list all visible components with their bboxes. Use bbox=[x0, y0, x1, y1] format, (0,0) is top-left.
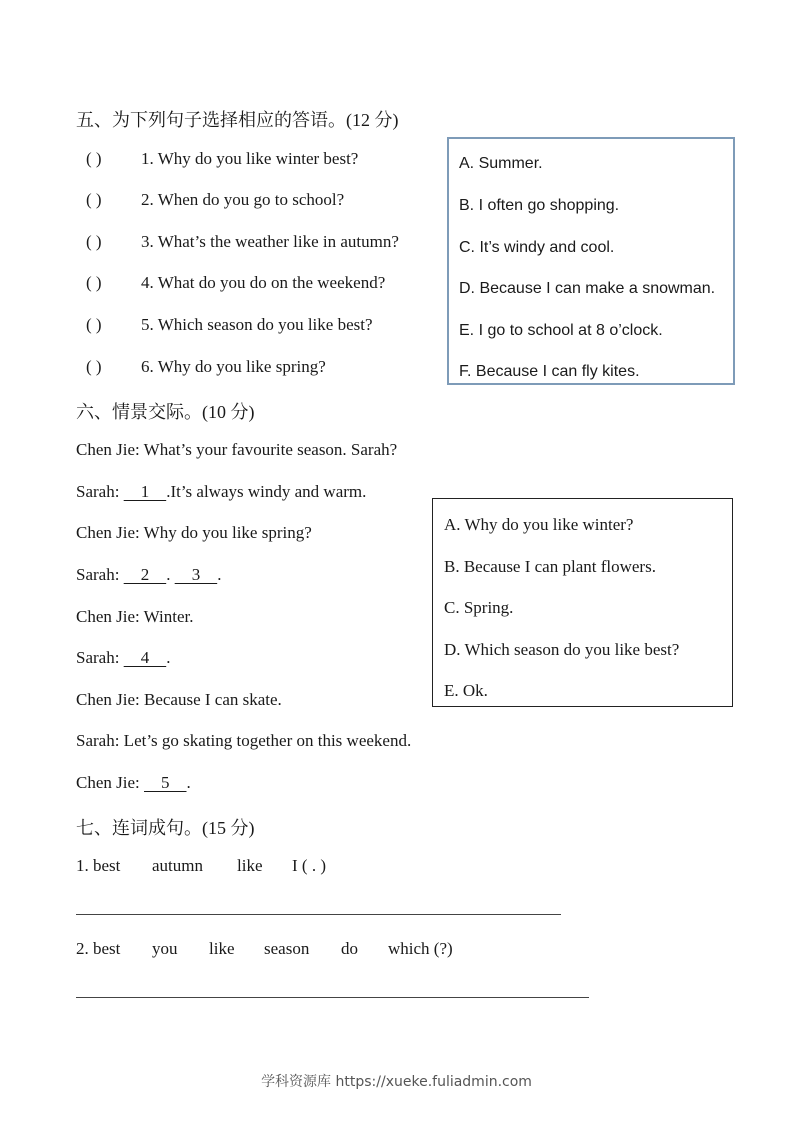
speaker: Chen Jie: bbox=[76, 773, 144, 792]
s6-option-a: A. Why do you like winter? bbox=[444, 515, 634, 534]
word: which (?) bbox=[388, 939, 453, 958]
section5-title: 五、为下列句子选择相应的答语。(12 分) bbox=[76, 110, 399, 130]
speaker: Sarah: bbox=[76, 482, 124, 501]
q6-bracket[interactable]: ( ) bbox=[86, 357, 102, 376]
section6-options-box bbox=[432, 498, 733, 707]
s5-option-c: C. It’s windy and cool. bbox=[459, 239, 615, 256]
speaker: Sarah: bbox=[76, 648, 124, 667]
period: . bbox=[166, 648, 171, 667]
blank-3[interactable]: 3 bbox=[174, 565, 218, 584]
s6-option-e: E. Ok. bbox=[444, 681, 488, 700]
period: . bbox=[217, 565, 222, 584]
blank-4[interactable]: 4 bbox=[123, 648, 167, 667]
q2-bracket[interactable]: ( ) bbox=[86, 190, 102, 209]
q2-text: 2. When do you go to school? bbox=[141, 190, 345, 209]
word: like bbox=[237, 856, 263, 875]
word: you bbox=[152, 939, 178, 958]
word: 2. best bbox=[76, 939, 121, 958]
separator: . bbox=[166, 565, 175, 584]
blank-5[interactable]: 5 bbox=[144, 773, 187, 792]
q3-text: 3. What’s the weather like in autumn? bbox=[141, 232, 399, 251]
dialog-line-7: Chen Jie: Because I can skate. bbox=[76, 690, 282, 709]
dialog-line-1: Chen Jie: What’s your favourite season. Sarah? bbox=[76, 440, 398, 459]
section6-title: 六、情景交际。(10 分) bbox=[76, 402, 255, 422]
dialog-line-9 bbox=[76, 773, 191, 793]
q6-text: 6. Why do you like spring? bbox=[141, 357, 326, 376]
q3-bracket[interactable]: ( ) bbox=[86, 232, 102, 251]
dialog-line-3: Chen Jie: Why do you like spring? bbox=[76, 523, 312, 542]
word: I ( . ) bbox=[292, 856, 326, 875]
s5-option-d: D. Because I can make a snowman. bbox=[459, 280, 716, 297]
s5-option-a: A. Summer. bbox=[459, 155, 543, 172]
dialog-line-8: Sarah: Let’s go skating together on this weekend. bbox=[76, 731, 412, 750]
word: 1. best bbox=[76, 856, 121, 875]
q5-text: 5. Which season do you like best? bbox=[141, 315, 373, 334]
dialog-line-4 bbox=[76, 565, 221, 585]
q1-bracket[interactable]: ( ) bbox=[86, 149, 102, 168]
q4-bracket[interactable]: ( ) bbox=[86, 273, 102, 292]
word: season bbox=[264, 939, 310, 958]
footer-source: 学科资源库 https://xueke.fuliadmin.com bbox=[261, 1074, 532, 1090]
q5-bracket[interactable]: ( ) bbox=[86, 315, 102, 334]
blank-1[interactable]: 1 bbox=[123, 482, 167, 501]
word: like bbox=[209, 939, 235, 958]
s5-option-f: F. Because I can fly kites. bbox=[459, 363, 640, 380]
period: . bbox=[186, 773, 191, 792]
section5-options-box bbox=[447, 137, 735, 385]
word: autumn bbox=[152, 856, 203, 875]
s6-option-b: B. Because I can plant flowers. bbox=[444, 557, 656, 576]
s5-option-b: B. I often go shopping. bbox=[459, 197, 620, 214]
dialog-line-6 bbox=[76, 648, 170, 668]
blank-2[interactable]: 2 bbox=[123, 565, 167, 584]
section7-title: 七、连词成句。(15 分) bbox=[76, 818, 255, 838]
dialog-text: .It’s always windy and warm. bbox=[166, 482, 367, 501]
s6-option-c: C. Spring. bbox=[444, 598, 514, 617]
dialog-line-2 bbox=[76, 482, 366, 502]
q1-text: 1. Why do you like winter best? bbox=[141, 149, 359, 168]
s7-answer-line-2[interactable] bbox=[76, 997, 589, 998]
word: do bbox=[341, 939, 358, 958]
s6-option-d: D. Which season do you like best? bbox=[444, 640, 680, 659]
speaker: Sarah: bbox=[76, 565, 124, 584]
s5-option-e: E. I go to school at 8 o’clock. bbox=[459, 322, 663, 339]
s7-answer-line-1[interactable] bbox=[76, 914, 561, 915]
q4-text: 4. What do you do on the weekend? bbox=[141, 273, 386, 292]
dialog-line-5: Chen Jie: Winter. bbox=[76, 607, 194, 626]
